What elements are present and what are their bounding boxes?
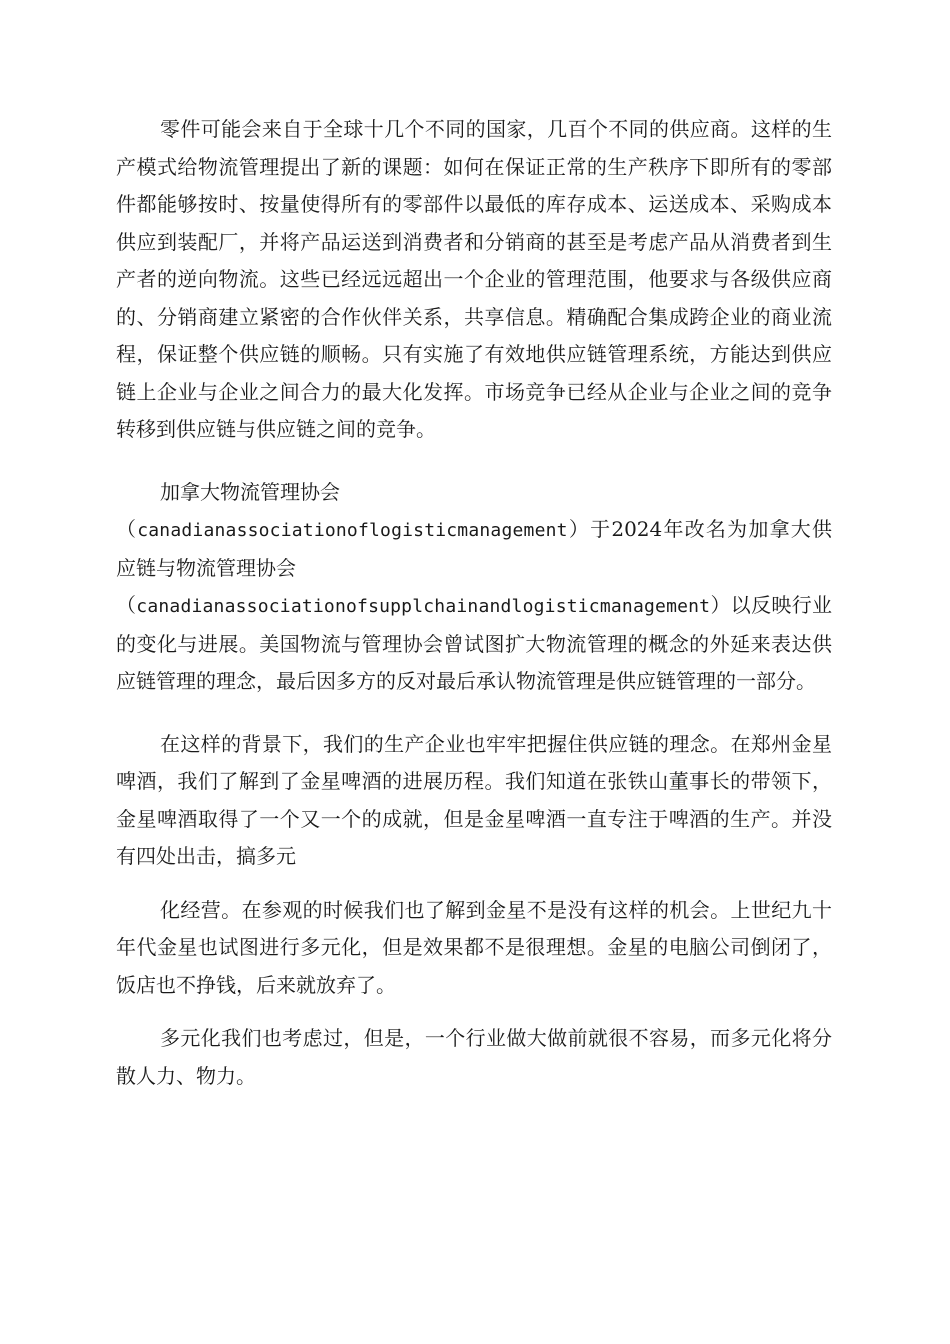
rename-text: ）于2024年改名为加拿大供应链与物流管理协会 — [116, 517, 833, 580]
paragraph-jinxing-beer: 在这样的背景下，我们的生产企业也牢牢把握住供应链的理念。在郑州金星啤酒，我们了解到了金星啤酒的进展历程。我们知道在张铁山董事长的带领下，金星啤酒取得了一个又一个的成就，但是金星啤酒一直专注于啤酒的生产。并没有四处出击，搞多元 — [116, 731, 832, 868]
paragraph-diversification-history: 化经营。在参观的时候我们也了解到金星不是没有这样的机会。上世纪九十年代金星也试图进行多元化，但是效果都不是很理想。金星的电脑公司倒闭了，饭店也不挣钱，后来就放弃了。 — [116, 897, 832, 997]
paren-open: （ — [116, 593, 137, 617]
association-name-line: 加拿大物流管理协会 — [160, 479, 340, 504]
association-english-name-line — [116, 511, 832, 587]
document-body — [116, 111, 832, 1095]
new-association-english-name: canadianassociationofsupplchainandlogisticmanagement — [136, 596, 711, 617]
paragraph-supply-chain-intro: 零件可能会来自于全球十几个不同的国家，几百个不同的供应商。这样的生产模式给物流管理提出了新的课题：如何在保证正常的生产秩序下即所有的零部件都能够按时、按量使得所有的零部件以最低的库存成本、运送成本、采购成本供应到装配厂，并将产品运送到消费者和分销商的甚至是考虑产品从消费者到生产者的逆向物流。这些已经远远超出一个企业的管理范围，他要求与各级供应商的、分销商建立紧密的合作伙伴关系，共享信息。精确配合集成跨企业的商业流程，保证整个供应链的顺畅。只有实施了有效地供应链管理系统，方能达到供应链上企业与企业之间合力的最大化发挥。市场竞争已经从企业与企业之间的竞争转移到供应链与供应链之间的竞争。 — [116, 117, 832, 441]
new-association-english-name-line — [116, 587, 832, 701]
paren-open: （ — [116, 517, 138, 541]
association-english-name: canadianassociationoflogisticmanagement — [137, 520, 568, 541]
paragraph-diversification-conclusion: 多元化我们也考虑过，但是，一个行业做大做前就很不容易，而多元化将分散人力、物力。 — [116, 1026, 832, 1088]
industry-change-text: ）以反映行业的变化与进展。美国物流与管理协会曾试图扩大物流管理的概念的外延来表达供应链管理的理念，最后因多方的反对最后承认物流管理是供应链管理的一部分。 — [116, 593, 832, 693]
paragraph-association-rename — [116, 474, 832, 701]
